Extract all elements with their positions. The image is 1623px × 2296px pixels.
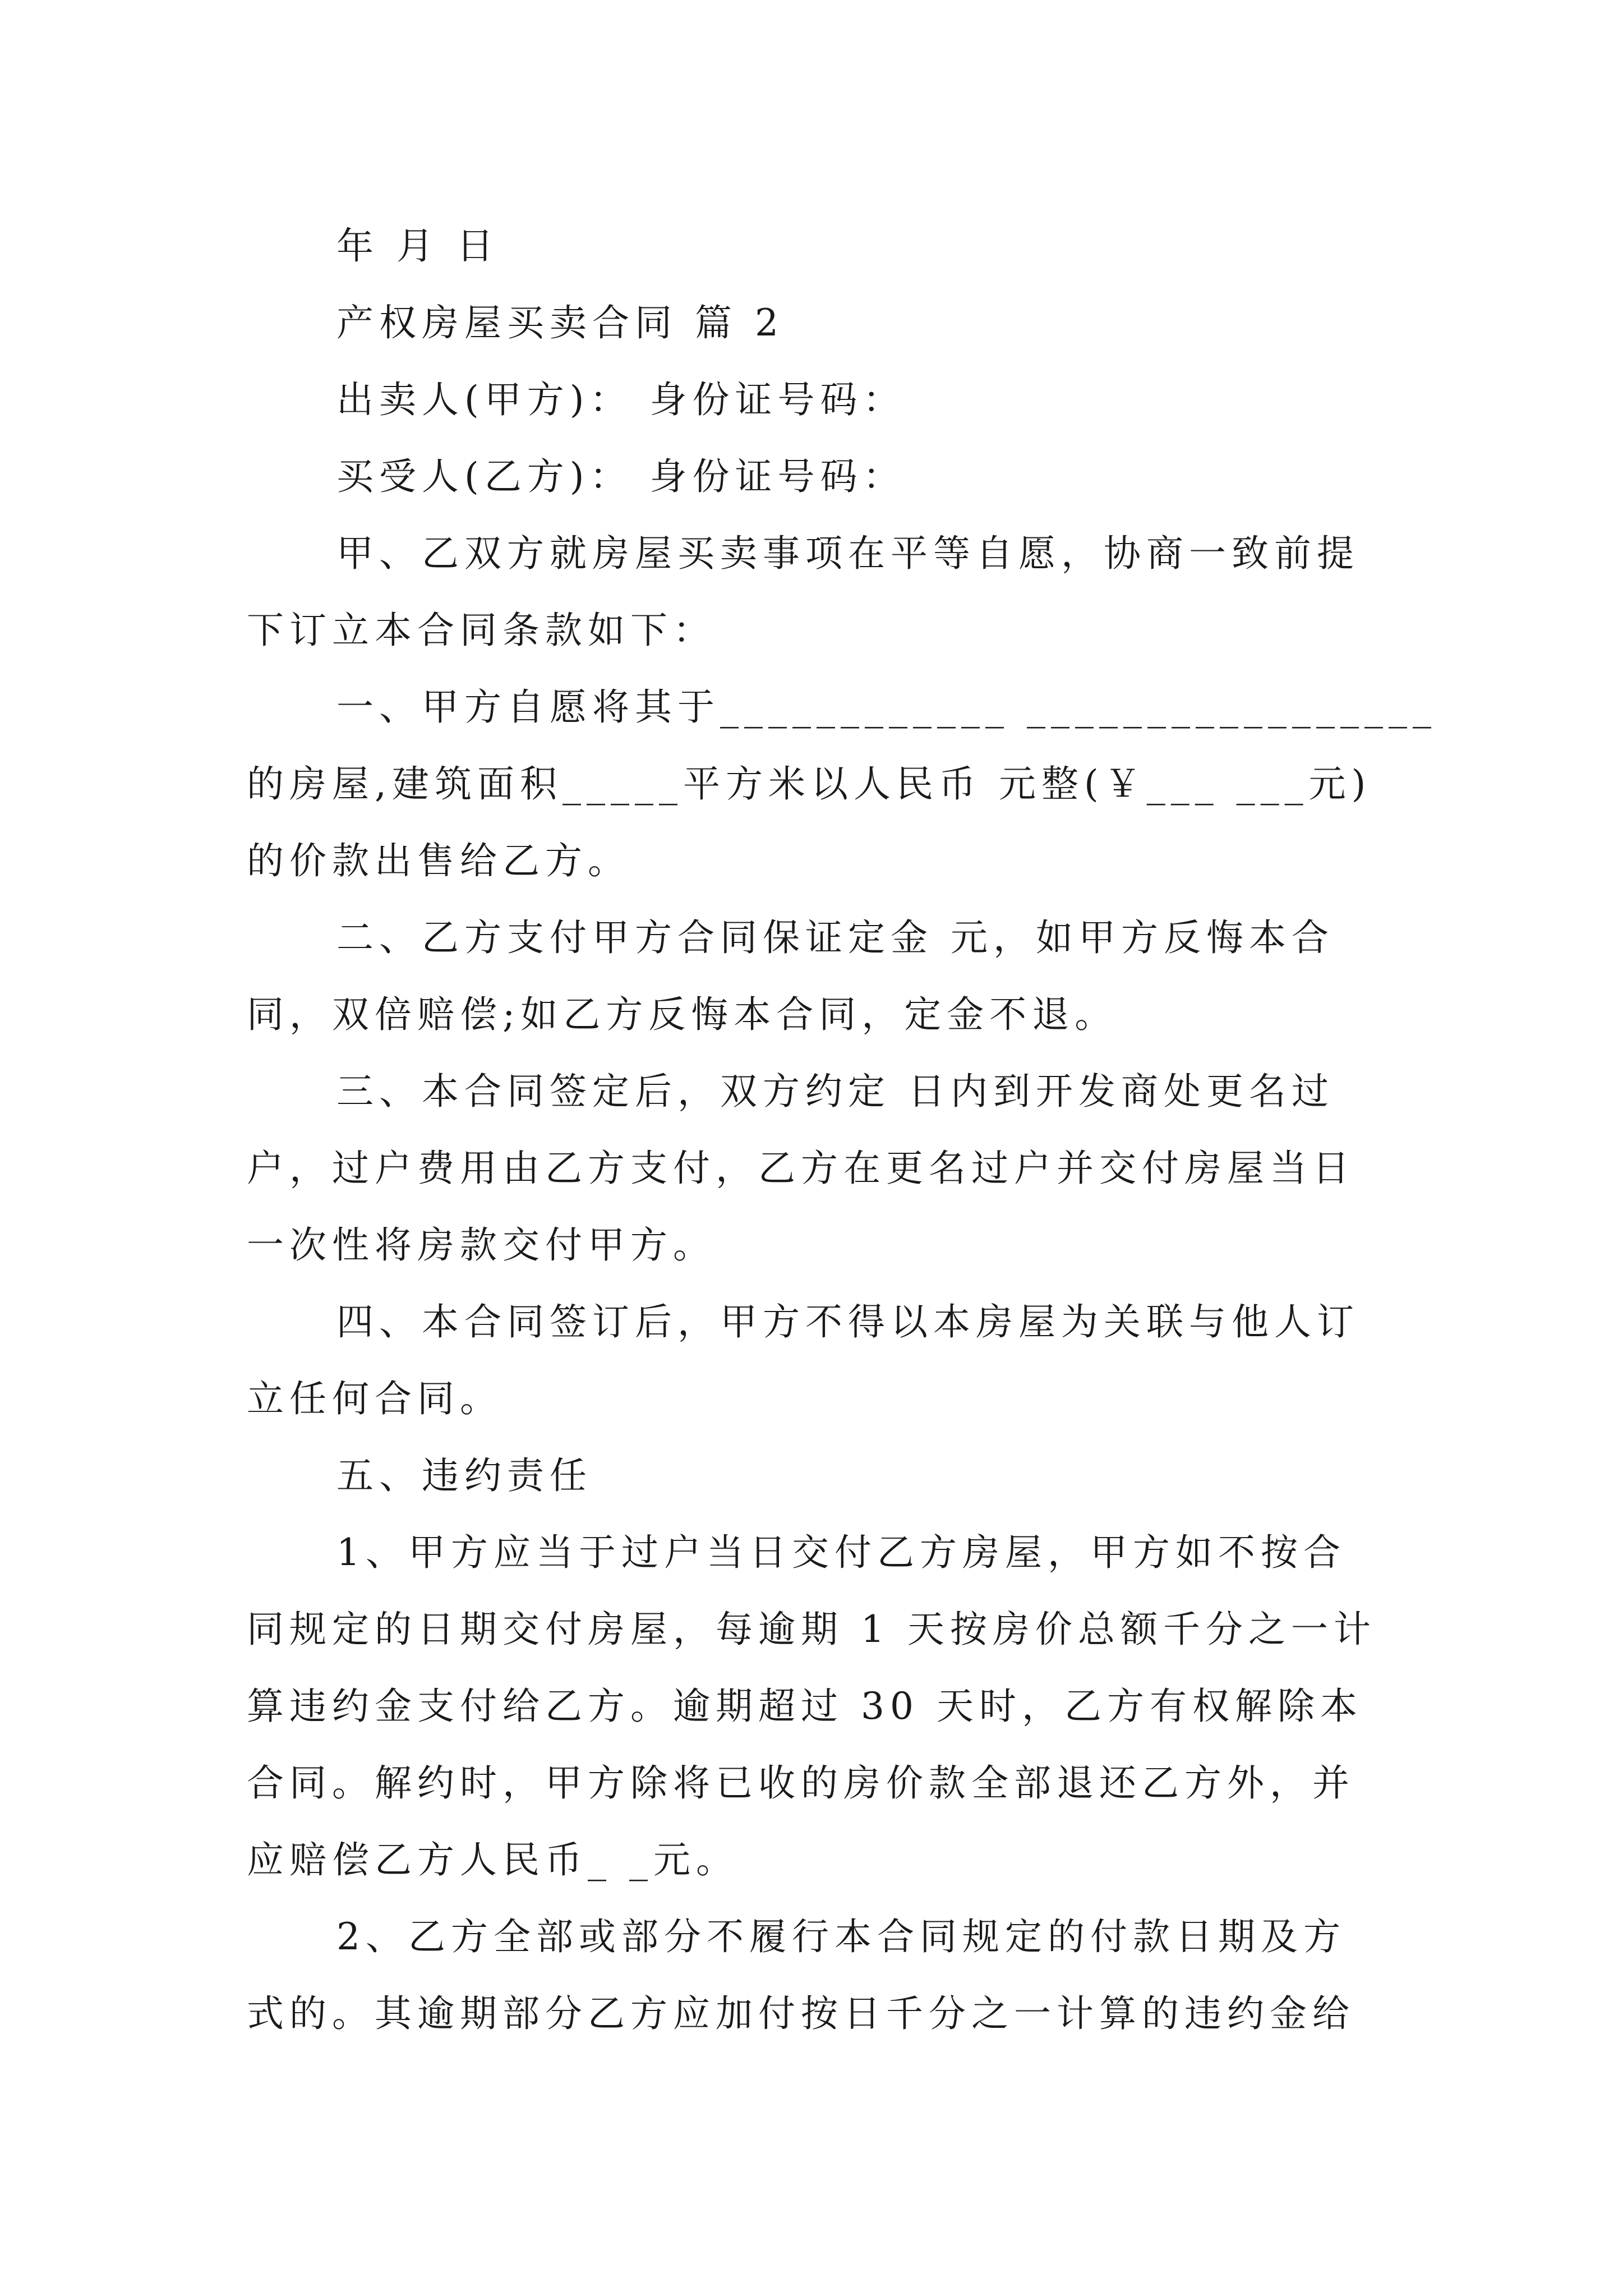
clause-2-line-2: 同，双倍赔偿;如乙方反悔本合同，定金不退。 [247, 993, 1118, 1036]
contract-title: 产权房屋买卖合同 篇 2 [336, 301, 784, 344]
clause-5-1-line-4: 合同。解约时，甲方除将已收的房价款全部退还乙方外，并 [247, 1761, 1355, 1805]
clause-5-2-line-2: 式的。其逾期部分乙方应加付按日千分之一计算的违约金给 [247, 1992, 1355, 2035]
buyer-line: 买受人(乙方)： 身份证号码： [336, 455, 906, 498]
document-body [247, 208, 1437, 2052]
clause-5-1-line-1: 1、甲方应当于过户当日交付乙方房屋，甲方如不按合 [336, 1531, 1346, 1574]
clause-3-line-3: 一次性将房款交付甲方。 [247, 1223, 716, 1267]
date-line: 年 月 日 [336, 224, 499, 268]
seller-line: 出卖人(甲方)： 身份证号码： [336, 378, 906, 421]
clause-3-line-2: 户，过户费用由乙方支付，乙方在更名过户并交付房屋当日 [247, 1147, 1355, 1190]
clause-1-line-3: 的价款出售给乙方。 [247, 839, 630, 882]
clause-4-line-2: 立任何合同。 [247, 1377, 502, 1420]
clause-5-1-line-3: 算违约金支付给乙方。逾期超过 30 天时，乙方有权解除本 [247, 1685, 1363, 1728]
clause-1-line-1: 一、甲方自愿将其于____________ _________________ [336, 685, 1437, 729]
clause-5-1-line-2: 同规定的日期交付房屋，每逾期 1 天按房价总额千分之一计 [247, 1608, 1376, 1651]
clause-5-1-line-5: 应赔偿乙方人民币_ _元。 [247, 1838, 739, 1881]
clause-3-line-1: 三、本合同签定后，双方约定 日内到开发商处更名过 [336, 1070, 1334, 1113]
preamble-line-2: 下订立本合同条款如下： [247, 609, 716, 652]
clause-2-line-1: 二、乙方支付甲方合同保证定金 元，如甲方反悔本合 [336, 916, 1334, 959]
clause-4-line-1: 四、本合同签订后，甲方不得以本房屋为关联与他人订 [336, 1300, 1359, 1343]
clause-5-heading: 五、违约责任 [336, 1454, 592, 1497]
preamble-line-1: 甲、乙双方就房屋买卖事项在平等自愿，协商一致前提 [336, 532, 1359, 575]
clause-5-2-line-1: 2、乙方全部或部分不履行本合同规定的付款日期及方 [336, 1915, 1346, 1958]
clause-1-line-2: 的房屋,建筑面积_____平方米以人民币 元整(￥___ ___元) [247, 762, 1372, 806]
